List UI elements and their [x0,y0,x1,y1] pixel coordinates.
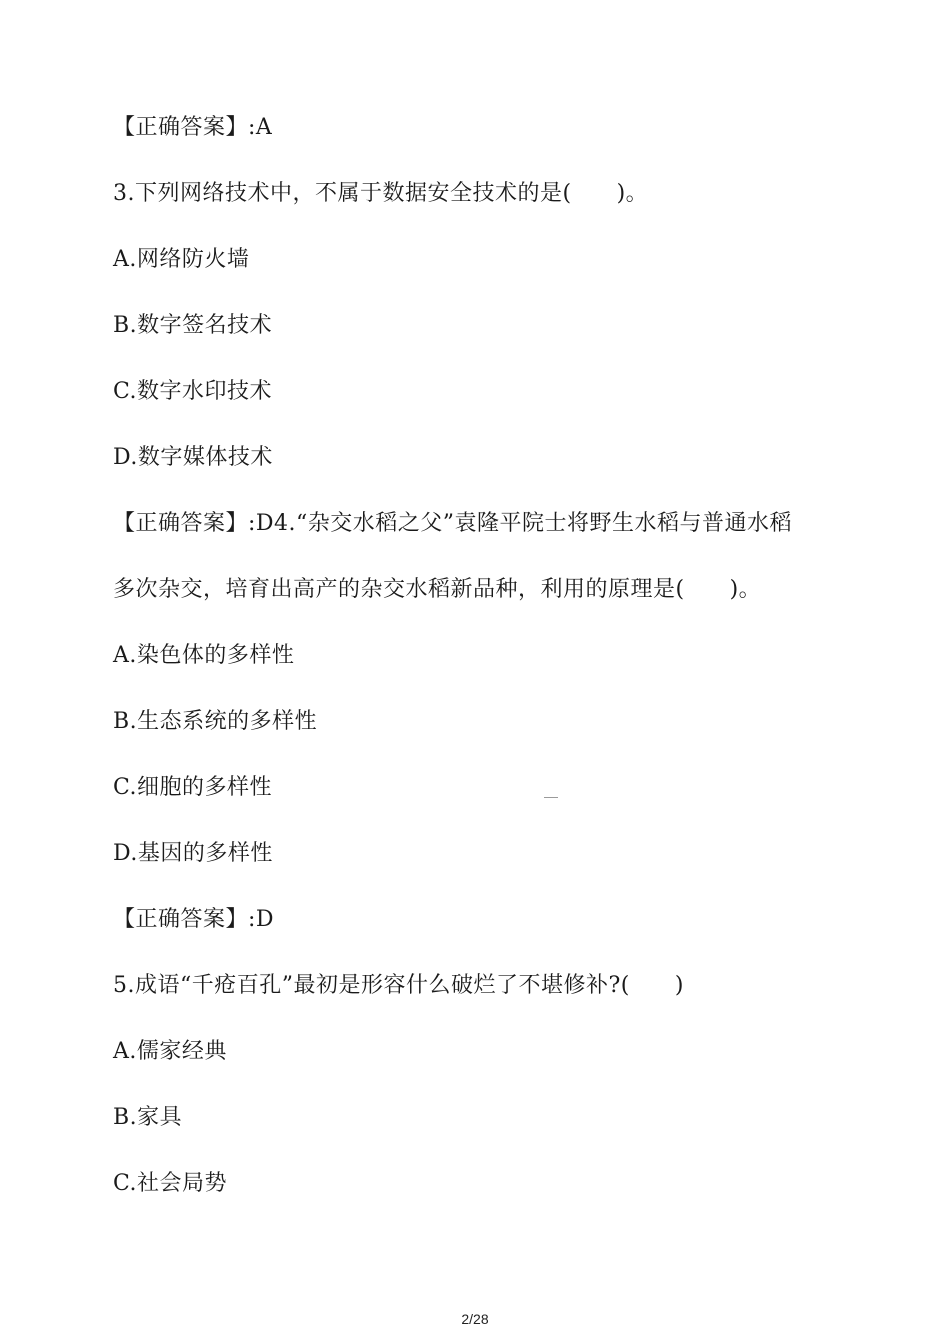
q5-option-b: B.家具 [113,1105,183,1130]
question-4-continued: 多次杂交，培育出高产的杂交水稻新品种，利用的原理是( )。 [113,577,762,602]
q5-option-a: A.儒家经典 [113,1039,227,1064]
q3-option-c: C.数字水印技术 [113,379,273,404]
q3-option-b: B.数字签名技术 [113,313,273,338]
question-5: 5.成语“千疮百孔”最初是形容什么破烂了不堪修补?( ) [113,973,684,998]
answer-line-q4: 【正确答案】:D [113,907,275,932]
page-number: 2/28 [461,1311,489,1327]
stray-mark [544,797,558,798]
q4-option-b: B.生态系统的多样性 [113,709,318,734]
q3-option-d: D.数字媒体技术 [113,445,273,470]
q4-option-c: C.细胞的多样性 [113,775,273,800]
answer-line-q2: 【正确答案】:A [113,115,273,140]
answer-line-q3-question-4: 【正确答案】:D4.“杂交水稻之父”袁隆平院士将野生水稻与普通水稻 [113,511,793,536]
q5-option-c: C.社会局势 [113,1171,228,1196]
q4-option-a: A.染色体的多样性 [113,643,295,668]
q3-option-a: A.网络防火墙 [113,247,250,272]
question-3: 3.下列网络技术中，不属于数据安全技术的是( )。 [113,181,649,206]
q4-option-d: D.基因的多样性 [113,841,273,866]
